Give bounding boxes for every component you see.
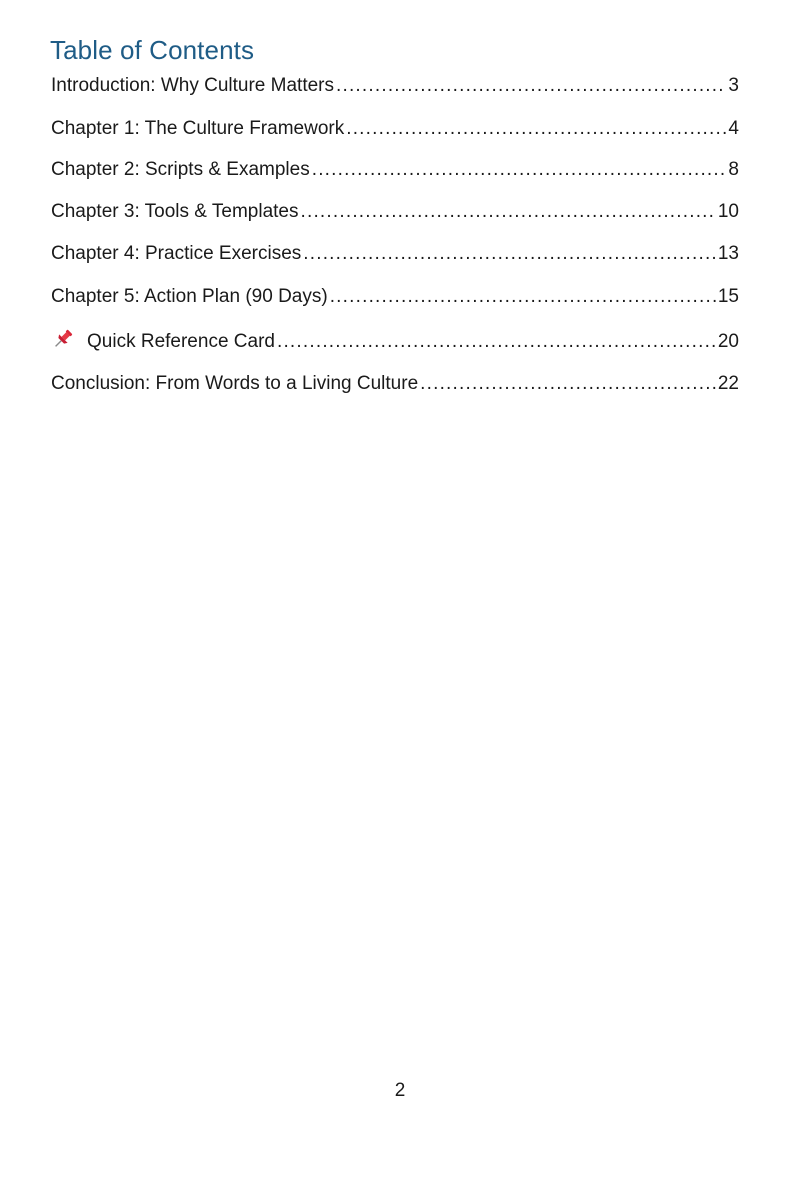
toc-entry-page: 22: [717, 373, 739, 394]
toc-entry-page: 3: [728, 75, 739, 96]
toc-entry-page: 20: [717, 331, 739, 352]
toc-entry-page: 13: [717, 243, 739, 264]
toc-entry-page: 15: [717, 286, 739, 307]
toc-dot-leader: [346, 116, 726, 142]
toc-entry-label: Chapter 4: Practice Exercises: [51, 243, 302, 264]
toc-dot-leader: [420, 371, 716, 397]
toc-entry-label: Chapter 2: Scripts & Examples: [51, 159, 310, 180]
toc-dot-leader: [301, 199, 716, 225]
toc-entry-chapter-2[interactable]: [51, 157, 739, 183]
toc-entry-page: 10: [717, 201, 739, 222]
toc-entry-chapter-5[interactable]: [51, 284, 739, 310]
toc-entry-label: Chapter 3: Tools & Templates: [51, 201, 299, 222]
toc-dot-leader: [312, 157, 727, 183]
toc-entry-label-group: [51, 328, 275, 355]
toc-entry-chapter-3[interactable]: [51, 199, 739, 225]
toc-entry-page: 8: [728, 159, 739, 180]
toc-dot-leader: [330, 284, 716, 310]
toc-entry-label: Conclusion: From Words to a Living Culture: [51, 373, 419, 394]
toc-entry-label: Introduction: Why Culture Matters: [51, 75, 334, 96]
pushpin-icon: [51, 328, 75, 350]
toc-dot-leader: [303, 241, 716, 267]
toc-dot-leader: [336, 73, 726, 99]
footer-page-number: 2: [394, 1080, 406, 1101]
toc-dot-leader: [277, 329, 716, 355]
toc-entry-label: Chapter 1: The Culture Framework: [51, 118, 345, 139]
toc-entry-chapter-1[interactable]: [51, 116, 739, 142]
toc-entry-chapter-4[interactable]: [51, 241, 739, 267]
toc-entry-label: Chapter 5: Action Plan (90 Days): [51, 286, 328, 307]
toc-title: Table of Contents: [50, 35, 255, 65]
toc-entry-conclusion[interactable]: [51, 371, 739, 397]
toc-entry-introduction[interactable]: [51, 73, 739, 99]
toc-entry-label: Quick Reference Card: [87, 331, 275, 352]
toc-entry-page: 4: [728, 118, 739, 139]
toc-entry-quick-reference[interactable]: [51, 328, 739, 354]
